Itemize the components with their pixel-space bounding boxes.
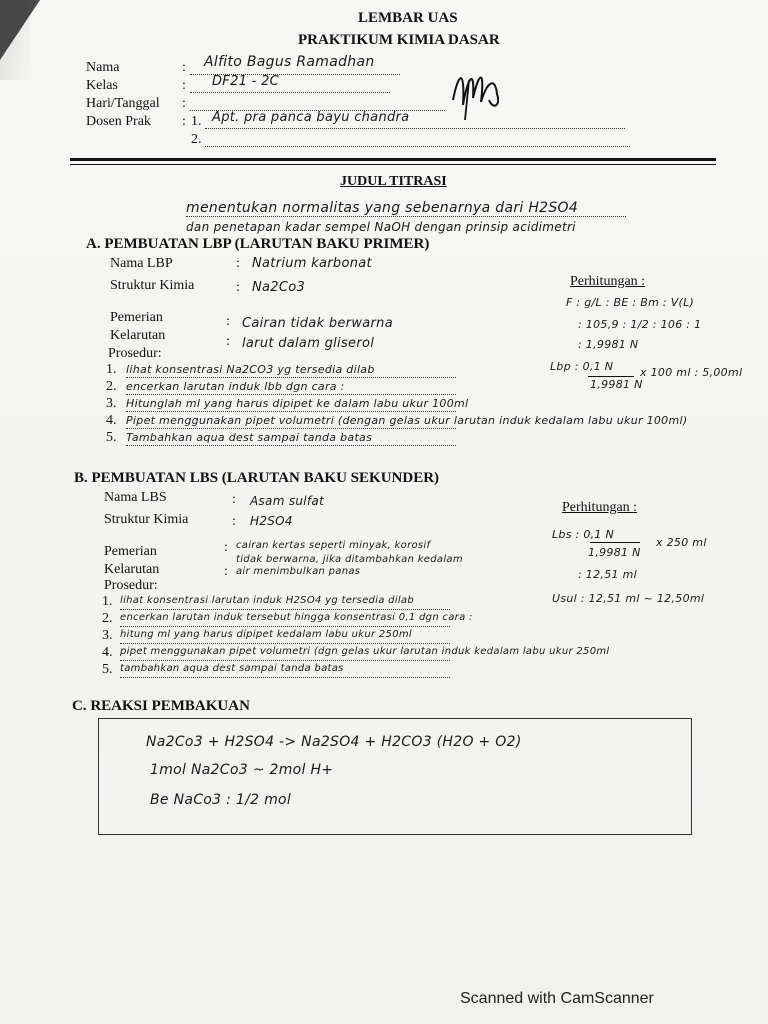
lbp-step-number: 2.: [106, 379, 117, 394]
scanner-watermark: Scanned with CamScanner: [460, 990, 654, 1007]
reaction-line2: 1mol Na2Co3 ~ 2mol H+: [150, 762, 334, 778]
struktur-lbp-label: Struktur Kimia: [110, 278, 195, 293]
divider-thin: [70, 164, 716, 165]
lbs-step-text: pipet menggunakan pipet volumetri (dgn gelas ukur larutan induk kedalam labu ukur 250ml: [120, 646, 610, 657]
prosedur-lbp-label: Prosedur:: [108, 346, 162, 361]
dosen2-dotted-line: [205, 146, 630, 147]
judul-line1-dots: [186, 216, 626, 217]
reaction-line1: Na2Co3 + H2SO4 -> Na2SO4 + H2CO3 (H2O + O2): [146, 734, 522, 750]
lbs-step-text: encerkan larutan induk tersebut hingga konsentrasi 0,1 dgn cara :: [120, 612, 473, 623]
lbp-step-dots: [126, 445, 456, 446]
struktur-lbs-value: H2SO4: [250, 514, 293, 528]
lbp-step-text: lihat konsentrasi Na2CO3 yg tersedia dilab: [126, 363, 375, 376]
struktur-lbs-label: Struktur Kimia: [104, 512, 189, 527]
prosedur-lbs-label: Prosedur:: [104, 578, 158, 593]
lbp-step-text: Hitunglah ml yang harus dipipet ke dalam labu ukur 100ml: [126, 397, 469, 410]
pemerian-lbp-label: Pemerian: [110, 310, 163, 325]
lbs-step-text: tambahkan aqua dest sampai tanda batas: [120, 663, 344, 674]
fraction-bar: [590, 542, 640, 543]
kelas-label: Kelas: [86, 78, 118, 93]
colon: :: [182, 78, 186, 93]
signature-icon: [445, 60, 515, 130]
colon: :: [182, 114, 186, 129]
lbp-step-text: encerkan larutan induk lbb dgn cara :: [126, 380, 345, 393]
calc-b-1: Lbs : 0,1 N: [552, 528, 615, 541]
calc-a-6: x 100 ml : 5,00ml: [640, 366, 743, 379]
judul-line1: menentukan normalitas yang sebenarnya dari H2SO4: [186, 200, 579, 216]
nama-value: Alfito Bagus Ramadhan: [204, 54, 375, 70]
lbp-step-dots: [126, 411, 456, 412]
colon: :: [236, 280, 240, 295]
dosen1-dotted-line: [205, 128, 625, 129]
lbs-step-dots: [120, 643, 450, 644]
lbs-step-number: 5.: [102, 662, 113, 677]
lbs-step-text: lihat konsentrasi larutan induk H2SO4 yg tersedia dilab: [120, 595, 415, 606]
calc-a-5: 1,9981 N: [590, 378, 643, 391]
calc-a-4: Lbp : 0,1 N: [550, 360, 614, 373]
lbp-step-dots: [126, 394, 456, 395]
calc-b-2: 1,9981 N: [588, 546, 641, 559]
calc-b-5: Usul : 12,51 ml ~ 12,50ml: [552, 592, 705, 605]
colon: :: [232, 492, 236, 507]
section-a-heading: A. PEMBUATAN LBP (LARUTAN BAKU PRIMER): [86, 236, 430, 252]
lbs-step-dots: [120, 660, 450, 661]
colon: :: [182, 96, 186, 111]
pemerian-lbs-label: Pemerian: [104, 544, 157, 559]
colon: :: [182, 60, 186, 75]
calc-b-3: x 250 ml: [656, 536, 707, 549]
perhitungan-a-label: Perhitungan :: [570, 274, 646, 289]
lbp-step-text: Tambahkan aqua dest sampai tanda batas: [126, 431, 373, 444]
dosen-2-num: 2.: [191, 132, 202, 147]
dosen-1-value: Apt. pra panca bayu chandra: [212, 110, 410, 125]
nama-lbs-label: Nama LBS: [104, 490, 167, 505]
reaction-line3: Be NaCo3 : 1/2 mol: [150, 792, 292, 808]
lbs-step-dots: [120, 677, 450, 678]
colon: :: [224, 564, 228, 579]
lbs-step-dots: [120, 609, 450, 610]
colon: :: [232, 514, 236, 529]
divider-thick: [70, 158, 716, 161]
section-b-heading: B. PEMBUATAN LBS (LARUTAN BAKU SEKUNDER): [74, 470, 440, 486]
perhitungan-b-label: Perhitungan :: [562, 500, 638, 515]
judul-label: JUDUL TITRASI: [340, 174, 447, 189]
lbs-step-number: 1.: [102, 594, 113, 609]
lbp-step-number: 1.: [106, 362, 117, 377]
lbs-step-number: 2.: [102, 611, 113, 626]
judul-line2: dan penetapan kadar sempel NaOH dengan prinsip acidimetri: [186, 220, 576, 234]
lbs-step-number: 4.: [102, 645, 113, 660]
lbs-step-text: hitung ml yang harus dipipet kedalam labu ukur 250ml: [120, 629, 412, 640]
hari-label: Hari/Tanggal: [86, 96, 160, 111]
kelas-value: DF21 - 2C: [212, 74, 280, 89]
kelarutan-lbp-value: larut dalam gliserol: [242, 336, 375, 351]
nama-lbs-value: Asam sulfat: [250, 494, 325, 508]
colon: :: [226, 314, 230, 329]
doc-title: LEMBAR UAS: [358, 10, 458, 26]
kelarutan-lbs-label: Kelarutan: [104, 562, 160, 577]
kelas-dotted-line: [190, 92, 390, 93]
nama-lbp-value: Natrium karbonat: [252, 256, 372, 271]
kelarutan-lbs-value: air menimbulkan panas: [236, 566, 361, 577]
nama-label: Nama: [86, 60, 120, 75]
kelarutan-lbp-label: Kelarutan: [110, 328, 166, 343]
doc-subtitle: PRAKTIKUM KIMIA DASAR: [298, 32, 500, 48]
colon: :: [236, 256, 240, 271]
pemerian-lbs-value2: tidak berwarna, jika ditambahkan kedalam: [236, 554, 463, 565]
lbp-step-dots: [126, 428, 456, 429]
fraction-bar: [588, 376, 634, 377]
struktur-lbp-value: Na2Co3: [252, 280, 306, 295]
calc-a-2: : 105,9 : 1/2 : 106 : 1: [578, 318, 702, 331]
dosen-1-num: 1.: [191, 114, 202, 129]
dosen-label: Dosen Prak: [86, 114, 151, 129]
lbs-step-number: 3.: [102, 628, 113, 643]
pemerian-lbs-value1: cairan kertas seperti minyak, korosif: [236, 540, 431, 551]
lbp-step-number: 3.: [106, 396, 117, 411]
calc-b-4: : 12,51 ml: [578, 568, 637, 581]
calc-a-1: F : g/L : BE : Bm : V(L): [566, 296, 695, 309]
lbs-step-dots: [120, 626, 450, 627]
colon: :: [224, 540, 228, 555]
scan-corner: [0, 0, 40, 60]
lbp-step-number: 5.: [106, 430, 117, 445]
calc-a-3: : 1,9981 N: [578, 338, 639, 351]
pemerian-lbp-value: Cairan tidak berwarna: [242, 316, 393, 331]
section-c-heading: C. REAKSI PEMBAKUAN: [72, 698, 250, 714]
nama-lbp-label: Nama LBP: [110, 256, 173, 271]
lbp-step-dots: [126, 377, 456, 378]
lbp-step-number: 4.: [106, 413, 117, 428]
colon: :: [226, 334, 230, 349]
lbp-step-text: Pipet menggunakan pipet volumetri (dengan gelas ukur larutan induk kedalam labu ukur 100ml): [126, 414, 688, 427]
